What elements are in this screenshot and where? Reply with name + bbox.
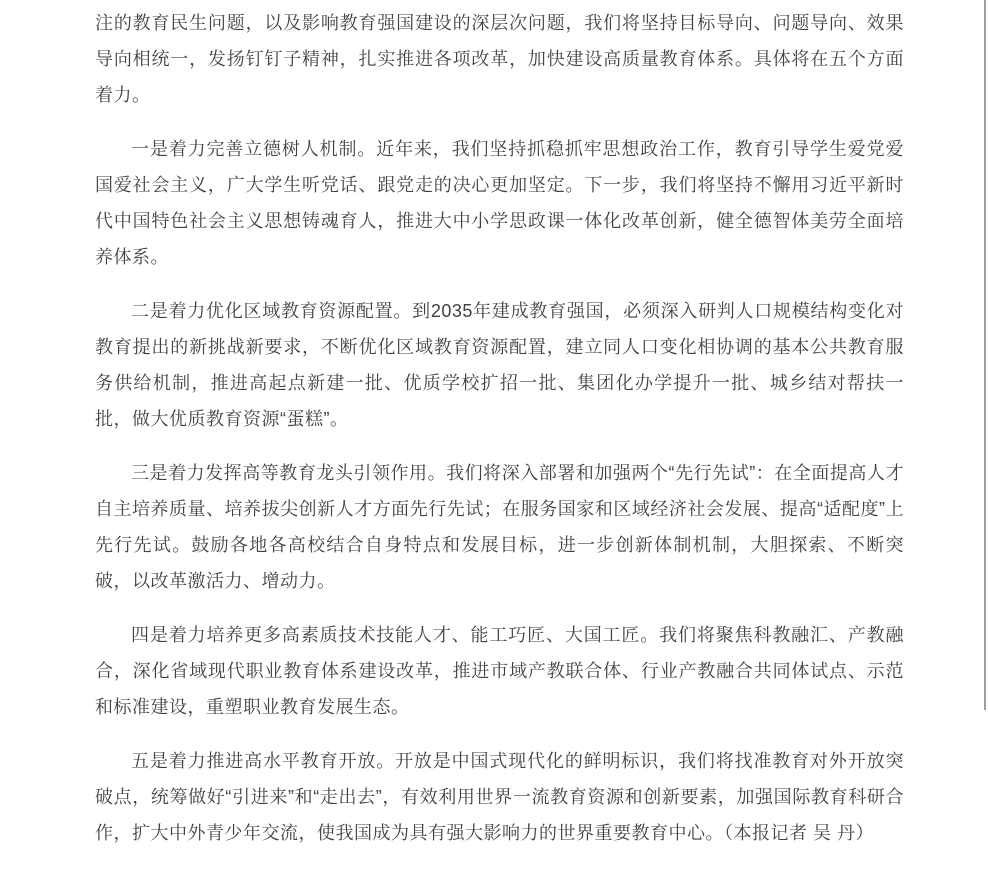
paragraph-point-4: 四是着力培养更多高素质技术技能人才、能工巧匠、大国工匠。我们将聚焦科教融汇、产教融合，深化省域现代职业教育体系建设改革，推进市域产教联合体、行业产教融合共同体试点、示范和标准建设，重塑职业教育发展生态。 xyxy=(95,625,904,717)
paragraph-point-3: 三是着力发挥高等教育龙头引领作用。我们将深入部署和加强两个“先行先试”：在全面提高人才自主培养质量、培养拔尖创新人才方面先行先试；在服务国家和区域经济社会发展、提高“适配度”上先行先试。鼓励各地各高校结合自身特点和发展目标，进一步创新体制机制，大胆探索、不断突破，以改革激活力、增动力。 xyxy=(95,463,904,591)
right-pane-border xyxy=(984,0,986,710)
paragraph-continuation: 注的教育民生问题，以及影响教育强国建设的深层次问题，我们将坚持目标导向、问题导向、效果导向相统一，发扬钉钉子精神，扎实推进各项改革，加快建设高质量教育体系。具体将在五个方面着力。 xyxy=(95,13,904,105)
paragraph-point-5-with-byline: 五是着力推进高水平教育开放。开放是中国式现代化的鲜明标识，我们将找准教育对外开放突破点，统筹做好“引进来”和“走出去”，有效利用世界一流教育资源和创新要素，加强国际教育科研合作，扩大中外青少年交流，使我国成为具有强大影响力的世界重要教育中心。（本报记者 吴 丹） xyxy=(95,751,904,843)
paragraph-point-1: 一是着力完善立德树人机制。近年来，我们坚持抓稳抓牢思想政治工作，教育引导学生爱党爱国爱社会主义，广大学生听党话、跟党走的决心更加坚定。下一步，我们将坚持不懈用习近平新时代中国特色社会主义思想铸魂育人，推进大中小学思政课一体化改革创新，健全德智体美劳全面培养体系。 xyxy=(95,139,904,267)
paragraph-point-2: 二是着力优化区域教育资源配置。到2035年建成教育强国，必须深入研判人口规模结构变化对教育提出的新挑战新要求，不断优化区域教育资源配置，建立同人口变化相协调的基本公共教育服务供给机制，推进高起点新建一批、优质学校扩招一批、集团化办学提升一批、城乡结对帮扶一批，做大优质教育资源“蛋糕”。 xyxy=(95,301,904,429)
